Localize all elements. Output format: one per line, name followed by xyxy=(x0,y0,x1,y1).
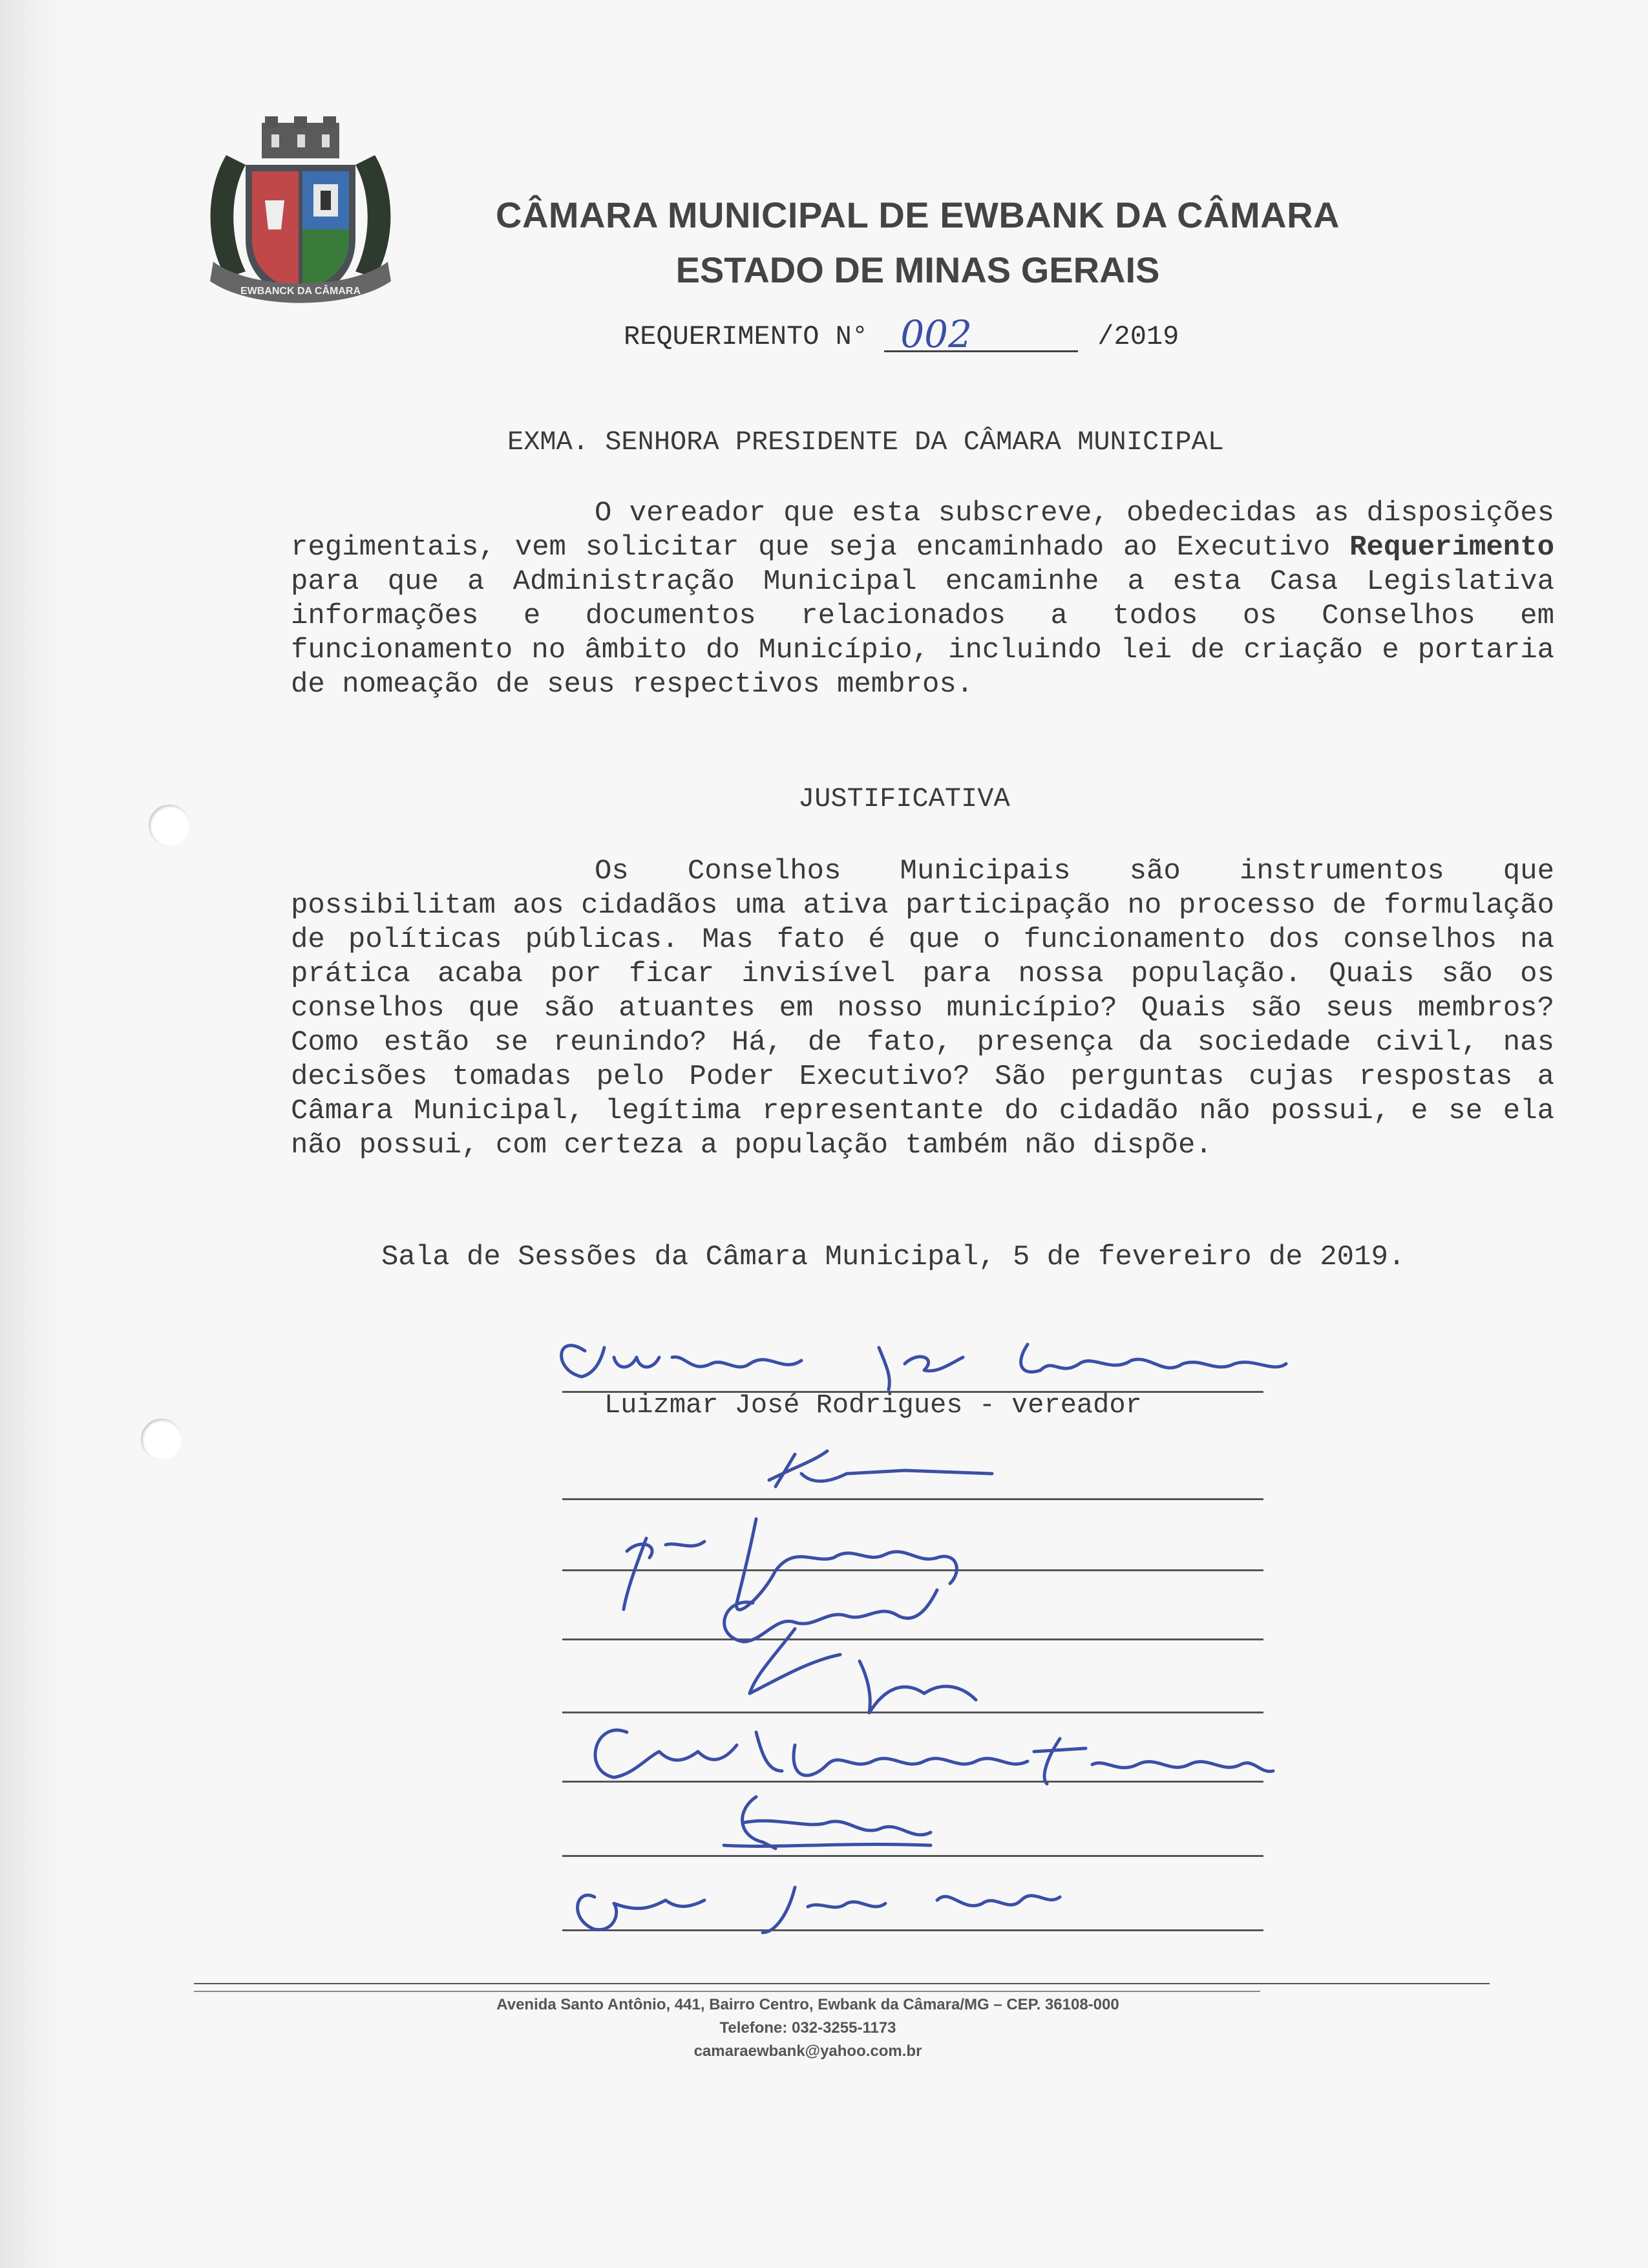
footer-phone: Telefone: 032-3255-1173 xyxy=(719,2019,896,2037)
crest-ribbon-text: EWBANCK DA CÂMARA xyxy=(240,286,361,297)
signature-carla-mariano-ferreira xyxy=(595,1730,1273,1784)
scan-edge-shadow xyxy=(0,0,61,2268)
footer-divider xyxy=(194,1991,1260,1992)
request-text-bold: Requerimento xyxy=(1349,531,1554,564)
justification-heading: JUSTIFICATIVA xyxy=(798,783,1010,814)
request-year: /2019 xyxy=(1097,321,1179,352)
salutation: EXMA. SENHORA PRESIDENTE DA CÂMARA MUNICIPAL xyxy=(507,427,1224,458)
request-paragraph xyxy=(291,496,1554,702)
signature-3 xyxy=(724,1590,976,1713)
request-label: REQUERIMENTO N° xyxy=(624,321,869,352)
place-date-line: Sala de Sessões da Câmara Municipal, 5 de fevereiro de 2019. xyxy=(381,1241,1406,1273)
request-text-part1: O vereador que esta subscreve, obedecidas as disposições regimentais, vem solicitar que seja encaminhado ao Executivo xyxy=(291,497,1554,564)
signature-line xyxy=(562,1929,1263,1931)
request-text-part2: para que a Administração Municipal encaminhe a esta Casa Legislativa informações e documentos relacionados a todos os Conselhos em funcionamento no âmbito do Município, incluindo lei de criação e portaria de nomeação de seus respectivos membros. xyxy=(291,566,1554,701)
signature-line xyxy=(562,1638,1263,1640)
footer-divider xyxy=(194,1983,1490,1984)
signer-name: Luizmar José Rodrigues - vereador xyxy=(604,1390,1142,1421)
signature-line xyxy=(562,1569,1263,1571)
footer-email: camaraewbank@yahoo.com.br xyxy=(693,2042,922,2060)
signature-line xyxy=(562,1498,1263,1500)
punch-hole xyxy=(141,1419,182,1460)
signature-2 xyxy=(769,1451,992,1487)
signature-line xyxy=(562,1781,1263,1783)
institution-subtitle: ESTADO DE MINAS GERAIS xyxy=(675,249,1160,290)
institution-title: CÂMARA MUNICIPAL DE EWBANK DA CÂMARA xyxy=(496,195,1340,235)
punch-hole xyxy=(149,805,190,846)
signature-line xyxy=(562,1855,1263,1857)
signature-paulo xyxy=(578,1887,1060,1933)
signature-luizmar xyxy=(562,1344,1286,1390)
request-number-handwritten: 002 xyxy=(884,318,1078,352)
signature-ferreira xyxy=(724,1797,931,1849)
justification-paragraph: Os Conselhos Municipais são instrumentos que possibilitam aos cidadãos uma ativa participação no processo de formulação de políticas públicas. Mas fato é que o funcionamento dos conselhos na prática acaba por ficar invisível para nossa população. Quais são os conselhos que são atuantes em nosso município? Quais são seus membros? Como estão se reunindo? Há, de fato, presença da sociedade civil, nas decisões tomadas pelo Poder Executivo? São perguntas cujas respostas a Câmara Municipal, legítima representante do cidadão não possui, e se ela não possui, com certeza a população também não dispõe. xyxy=(291,855,1554,1161)
request-number-line xyxy=(624,312,1179,356)
footer-address: Avenida Santo Antônio, 441, Bairro Centro, Ewbank da Câmara/MG – CEP. 36108-000 xyxy=(496,1996,1119,2013)
signature-jose-augusto xyxy=(624,1519,956,1609)
municipal-crest-logo xyxy=(200,116,401,330)
signature-line xyxy=(562,1712,1263,1713)
